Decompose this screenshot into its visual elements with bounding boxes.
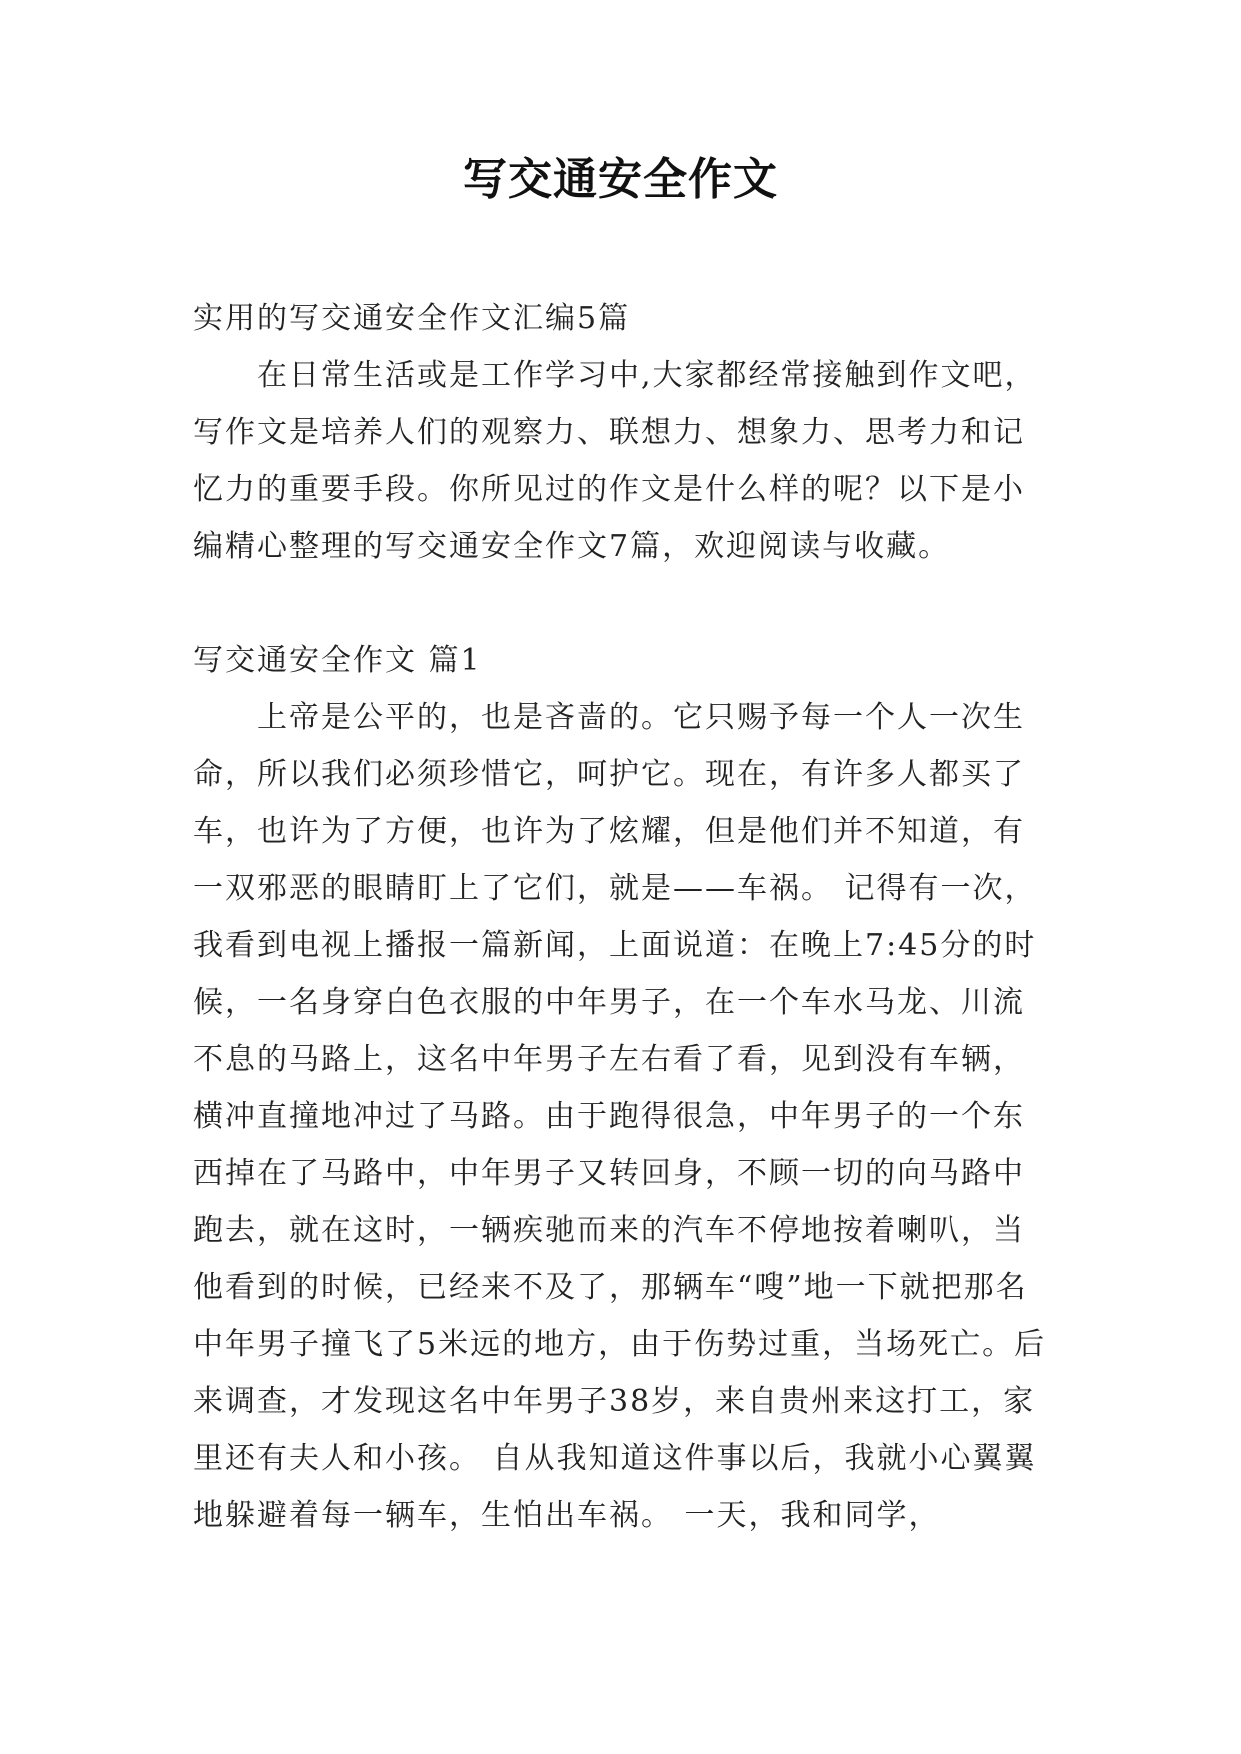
document-subtitle: 实用的写交通安全作文汇编5篇: [193, 301, 631, 336]
section-heading: 写交通安全作文 篇1: [193, 643, 482, 678]
intro-paragraph: 在日常生活或是工作学习中,大家都经常接触到作文吧，写作文是培养人们的观察力、联想力、想象力、思考力和记忆力的重要手段。你所见过的作文是什么样的呢？以下是小编精心整理的写交通安全作文7篇，欢迎阅读与收藏。: [193, 358, 1037, 564]
document-title: 写交通安全作文: [463, 154, 778, 205]
section-body-paragraph: 上帝是公平的，也是吝啬的。它只赐予每一个人一次生命，所以我们必须珍惜它，呵护它。现在，有许多人都买了车，也许为了方便，也许为了炫耀，但是他们并不知道，有一双邪恶的眼睛盯上了它们，就是——车祸。 记得有一次，我看到电视上播报一篇新闻，上面说道：在晚上7:45分的时候，一名身穿白色衣服的中年男子，在一个车水马龙、川流不息的马路上，这名中年男子左右看了看，见到没有车辆，横冲直撞地冲过了马路。由于跑得很急，中年男子的一个东西掉在了马路中，中年男子又转回身，不顾一切的向马路中跑去，就在这时，一辆疾驰而来的汽车不停地按着喇叭，当他看到的时候，已经来不及了，那辆车“嗖”地一下就把那名中年男子撞飞了5米远的地方，由于伤势过重，当场死亡。后来调查，才发现这名中年男子38岁，来自贵州来这打工，家里还有夫人和小孩。 自从我知道这件事以后，我就小心翼翼地躲避着每一辆车，生怕出车祸。 一天，我和同学，: [193, 700, 1047, 1533]
